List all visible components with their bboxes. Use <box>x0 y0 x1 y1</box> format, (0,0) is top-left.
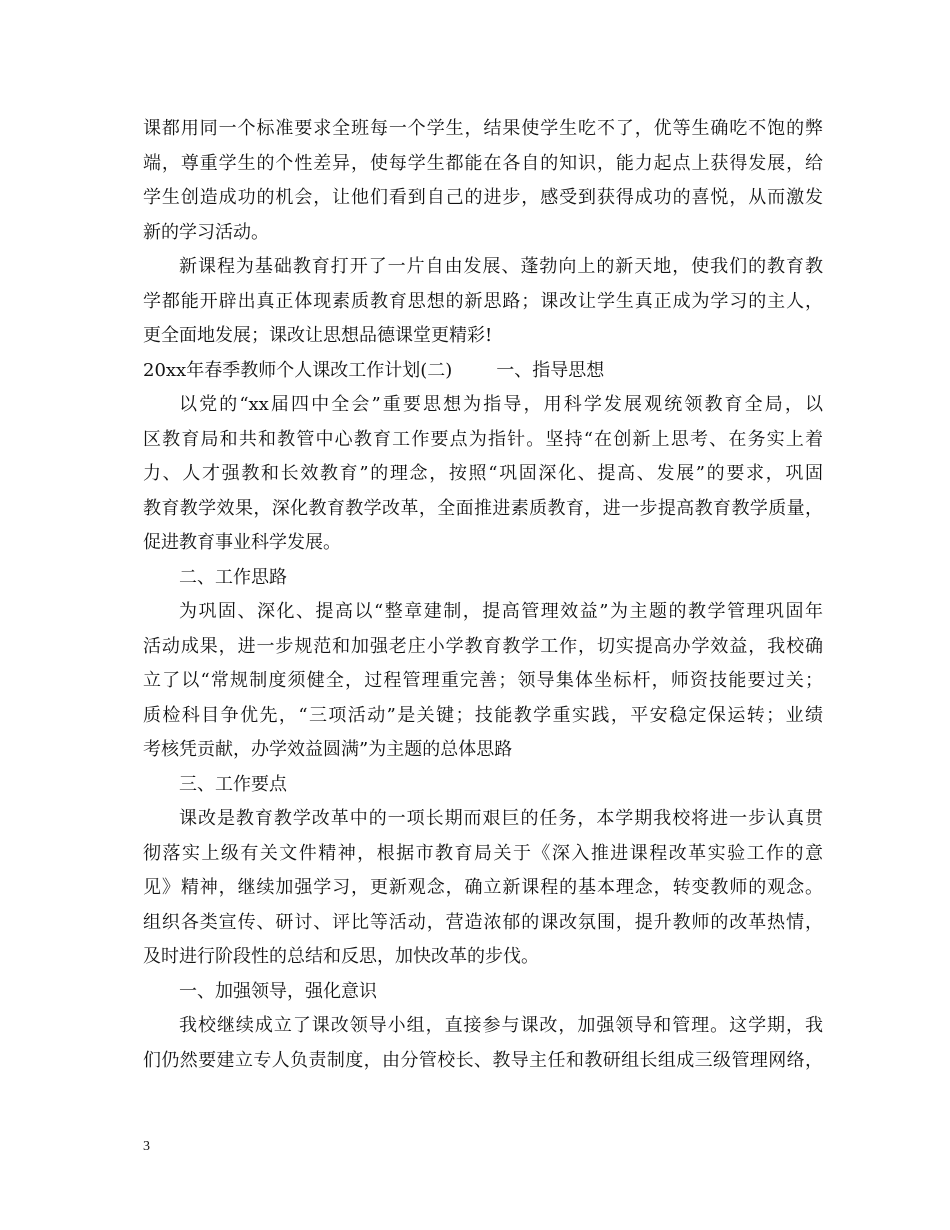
plan-title: 20xx年春季教师个人课改工作计划(二) <box>143 359 453 381</box>
section-heading: 一、加强领导，强化意识 <box>179 980 377 1002</box>
text-line: 活动成果，进一步规范和加强老庄小学教育教学工作，切实提高办学效益，我校确 <box>143 635 823 657</box>
text-line: 立了以“常规制度须健全，过程管理重完善；领导集体坐标杆，师资技能要过关； <box>143 670 823 691</box>
text-line: 组织各类宣传、研讨、评比等活动，营造浓郁的课改氛围，提升教师的改革热情， <box>143 911 823 933</box>
text-line: 质检科目争优先，“三项活动”是关键；技能教学重实践，平安稳定保运转；业绩 <box>143 704 823 726</box>
text-line: 端，尊重学生的个性差异，使每学生都能在各自的知识，能力起点上获得发展，给 <box>143 152 823 174</box>
document-body <box>143 112 823 1078</box>
text-line: 见》精神，继续加强学习，更新观念，确立新课程的基本理念，转变教师的观念。 <box>143 877 823 898</box>
text-line: 学都能开辟出真正体现素质教育思想的新思路；课改让学生真正成为学习的主人， <box>143 290 823 312</box>
text-line: 课都用同一个标准要求全班每一个学生，结果使学生吃不了，优等生确吃不饱的弊 <box>143 118 823 139</box>
section-heading: 一、指导思想 <box>496 359 605 381</box>
text-line: 课改是教育教学改革中的一项长期而艰巨的任务，本学期我校将进一步认真贯 <box>179 808 823 829</box>
text-line: 以党的“xx届四中全会”重要思想为指导，用科学发展观统领教育全局，以 <box>179 394 823 415</box>
page-number: 3 <box>143 1139 150 1154</box>
text-line: 新的学习活动。 <box>143 221 269 243</box>
text-line: 促进教育事业科学发展。 <box>143 532 341 553</box>
text-line: 新课程为基础教育打开了一片自由发展、蓬勃向上的新天地，使我们的教育教 <box>179 256 823 277</box>
text-line: 考核凭贡献，办学效益圆满”为主题的总体思路 <box>143 739 513 760</box>
text-line: 力、人才强教和长效教育”的理念，按照“巩固深化、提高、发展”的要求，巩固 <box>143 463 823 484</box>
text-line: 教育教学效果，深化教育教学改革，全面推进素质教育，进一步提高教育教学质量， <box>143 497 823 519</box>
section-heading: 二、工作思路 <box>179 566 287 588</box>
text-line: 学生创造成功的机会，让他们看到自己的进步，感受到获得成功的喜悦，从而激发 <box>143 187 823 208</box>
text-line: 更全面地发展；课改让思想品德课堂更精彩! <box>143 325 493 346</box>
section-heading-line <box>143 354 823 389</box>
section-heading: 三、工作要点 <box>179 773 287 795</box>
text-line: 我校继续成立了课改领导小组，直接参与课改，加强领导和管理。这学期，我 <box>179 1015 823 1036</box>
text-line: 及时进行阶段性的总结和反思，加快改革的步伐。 <box>143 946 539 967</box>
text-line: 为巩固、深化、提高以“整章建制，提高管理效益”为主题的教学管理巩固年 <box>179 601 823 622</box>
text-line: 们仍然要建立专人负责制度，由分管校长、教导主任和教研组长组成三级管理网络， <box>143 1049 823 1071</box>
text-line: 区教育局和共和教管中心教育工作要点为指针。坚持“在创新上思考、在务实上着 <box>143 428 823 450</box>
text-line: 彻落实上级有关文件精神，根据市教育局关于《深入推进课程改革实验工作的意 <box>143 842 823 864</box>
